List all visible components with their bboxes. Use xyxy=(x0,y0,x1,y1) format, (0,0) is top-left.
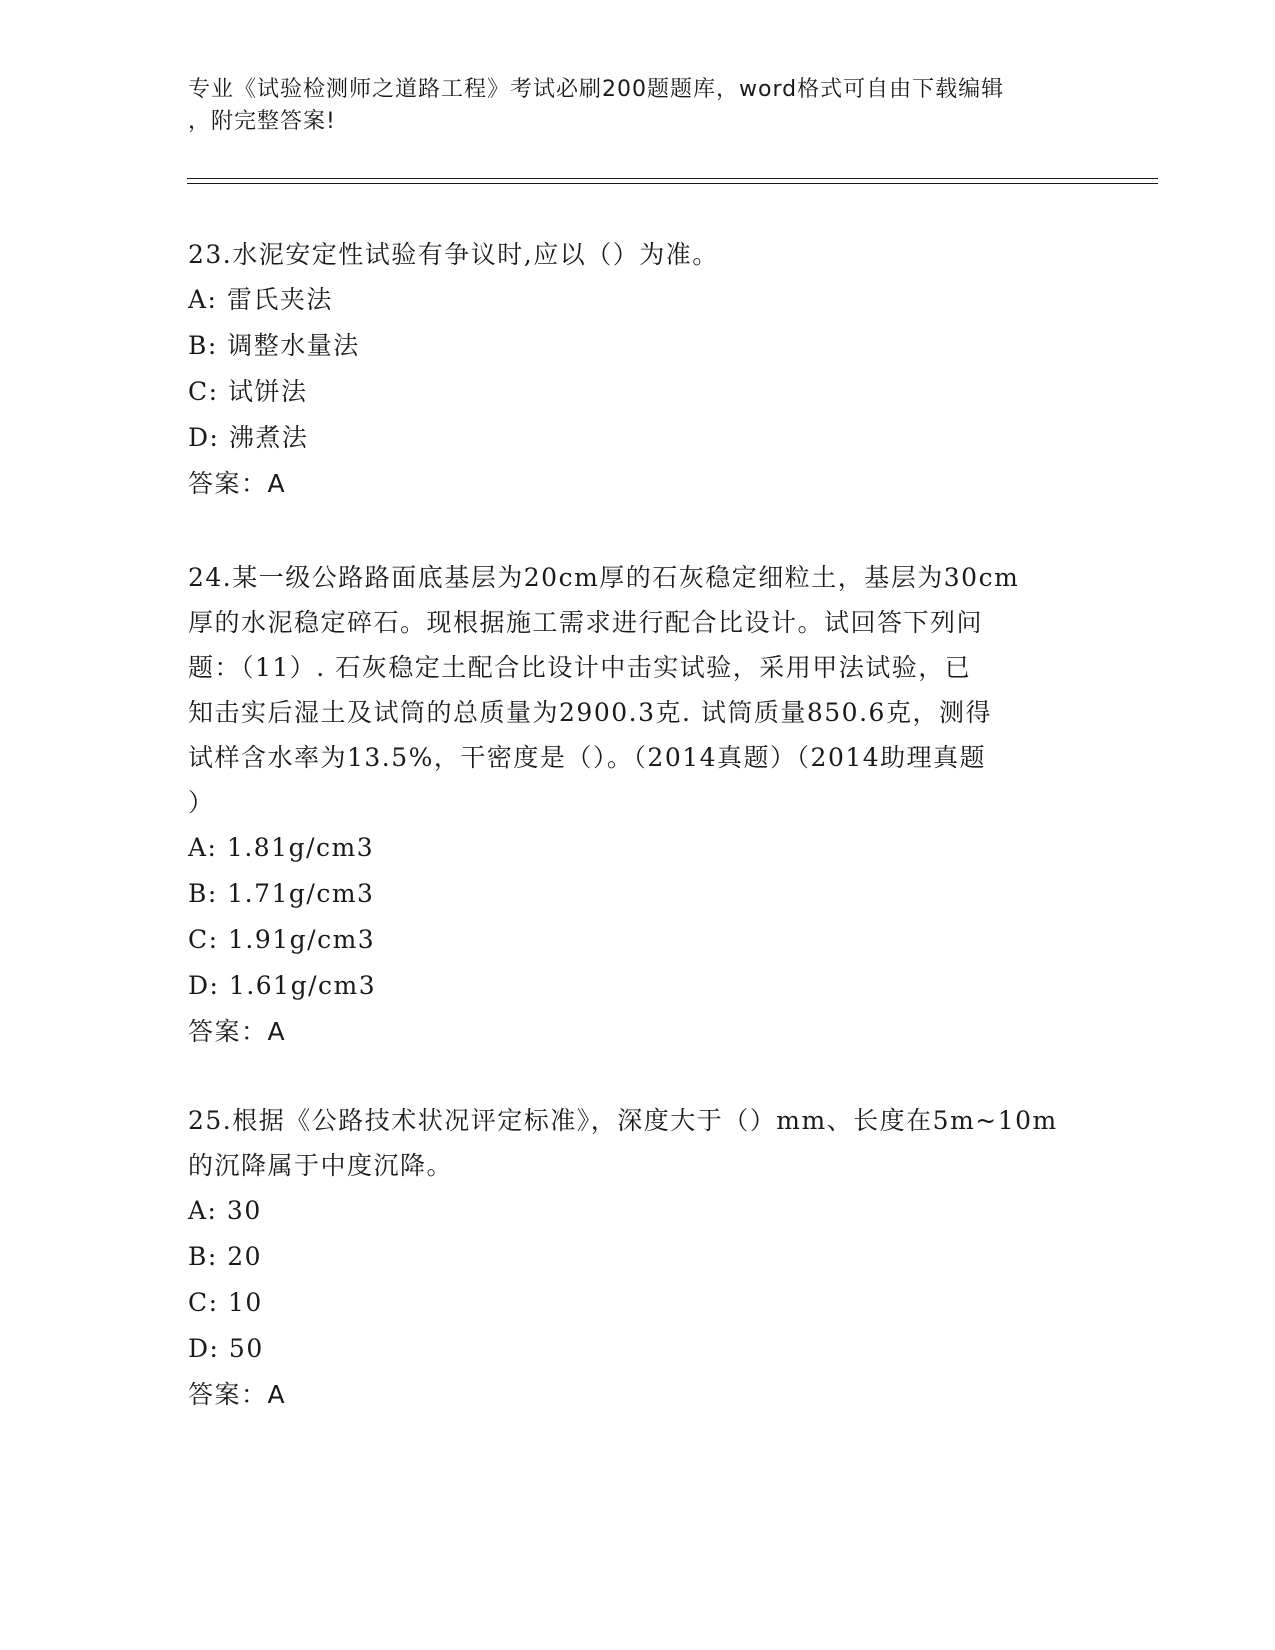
question-stem-line: 24.某一级公路路面底基层为20cm厚的石灰稳定细粒土，基层为30cm xyxy=(188,563,1020,592)
question-stem-line: 试样含水率为13.5%，干密度是（）。（2014真题）（2014助理真题 xyxy=(188,743,987,772)
option-d: D: 50 xyxy=(188,1334,264,1363)
option-a: A: 30 xyxy=(188,1196,262,1225)
answer-line: 答案：A xyxy=(188,469,287,498)
question-24 xyxy=(188,555,1088,1055)
option-a: A: 雷氏夹法 xyxy=(188,285,333,314)
answer-line: 答案：A xyxy=(188,1017,287,1046)
question-stem-line: 知击实后湿土及试筒的总质量为2900.3克. 试筒质量850.6克，测得 xyxy=(188,698,992,727)
question-stem-line: 题：（11）. 石灰稳定土配合比设计中击实试验，采用甲法试验，已 xyxy=(188,653,972,682)
option-b: B: 调整水量法 xyxy=(188,331,360,360)
option-c: C: 1.91g/cm3 xyxy=(188,925,376,954)
option-d: D: 1.61g/cm3 xyxy=(188,971,377,1000)
option-a: A: 1.81g/cm3 xyxy=(188,833,375,862)
document-header xyxy=(188,74,1068,138)
question-stem-line: 25.根据《公路技术状况评定标准》，深度大于（）mm、长度在5m~10m xyxy=(188,1106,1058,1135)
question-stem-line: ） xyxy=(188,788,215,817)
option-d: D: 沸煮法 xyxy=(188,423,309,452)
option-b: B: 20 xyxy=(188,1242,263,1271)
option-c: C: 10 xyxy=(188,1288,263,1317)
question-23 xyxy=(188,232,1088,507)
option-b: B: 1.71g/cm3 xyxy=(188,879,375,908)
question-stem-line: 厚的水泥稳定碎石。现根据施工需求进行配合比设计。试回答下列问 xyxy=(188,608,984,637)
question-stem-line: 23.水泥安定性试验有争议时,应以（）为准。 xyxy=(188,240,719,269)
header-line-1: 专业《试验检测师之道路工程》考试必刷200题题库，word格式可自由下载编辑 xyxy=(188,77,1005,102)
header-line-2: ，附完整答案! xyxy=(188,109,336,134)
question-25 xyxy=(188,1098,1088,1418)
question-stem-line: 的沉降属于中度沉降。 xyxy=(188,1151,454,1180)
header-divider-bottom xyxy=(187,183,1158,184)
option-c: C: 试饼法 xyxy=(188,377,308,406)
header-divider-top xyxy=(187,178,1158,179)
answer-line: 答案：A xyxy=(188,1380,287,1409)
